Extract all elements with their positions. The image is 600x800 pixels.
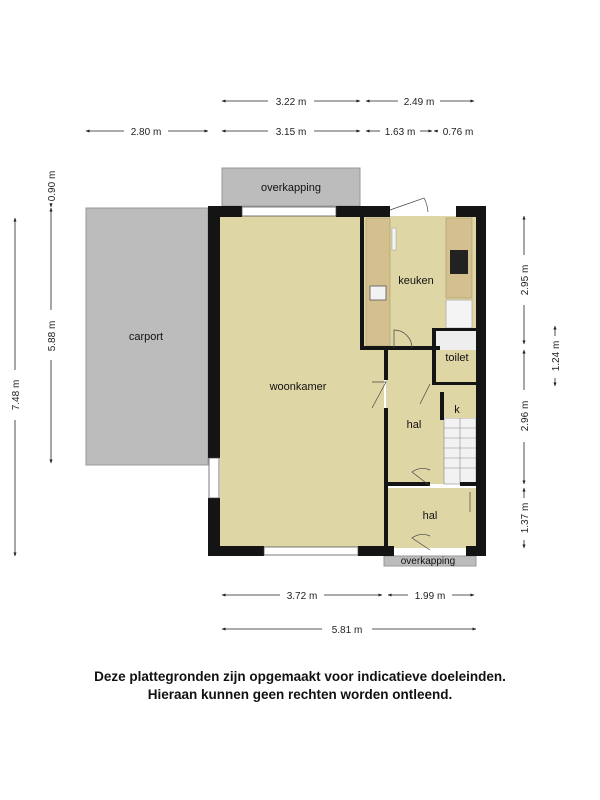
room-label-toilet: toilet [445,352,469,364]
room-label-k: k [454,404,460,416]
dim-top-3-15: 3.15 m [275,127,307,138]
dim-left-7-48: 7.48 m [11,379,22,411]
keuken-stove-icon [450,250,468,274]
dim-right-2-95: 2.95 m [520,264,531,296]
room-label-hal-upper: hal [406,419,422,431]
room-label-carport: carport [128,331,164,343]
keuken-tap-icon [392,228,396,250]
dim-top-2-49: 2.49 m [403,97,435,108]
dim-top-3-22: 3.22 m [275,97,307,108]
room-label-keuken: keuken [398,275,434,287]
room-label-hal-lower: hal [422,510,438,522]
dim-bottom-1-99: 1.99 m [414,591,446,602]
dim-bottom-5-81: 5.81 m [331,625,363,636]
dim-left-0-90: 0.90 m [47,170,58,202]
keuken-counter-left [366,218,390,346]
disclaimer-line-1: Deze plattegronden zijn opgemaakt voor indicatieve doeleinden. [94,669,506,684]
k-floor [444,394,476,418]
dim-top-2-80: 2.80 m [130,127,162,138]
keuken-fridge-icon [446,300,472,328]
room-label-overkapping-top: overkapping [261,182,321,194]
dim-right-2-96: 2.96 m [520,400,531,432]
room-label-woonkamer: woonkamer [269,381,327,393]
dim-top-0-76: 0.76 m [442,127,474,138]
room-label-overkapping-bottom: overkapping [400,556,456,567]
disclaimer-line-2: Hieraan kunnen geen rechten worden ontleend. [147,687,453,702]
dim-bottom-3-72: 3.72 m [286,591,318,602]
dim-left-5-88: 5.88 m [47,320,58,352]
dim-top-1-63: 1.63 m [384,127,416,138]
dim-right-1-37: 1.37 m [520,502,531,534]
dim-right-1-24: 1.24 m [551,340,562,372]
keuken-sink-icon [370,286,386,300]
